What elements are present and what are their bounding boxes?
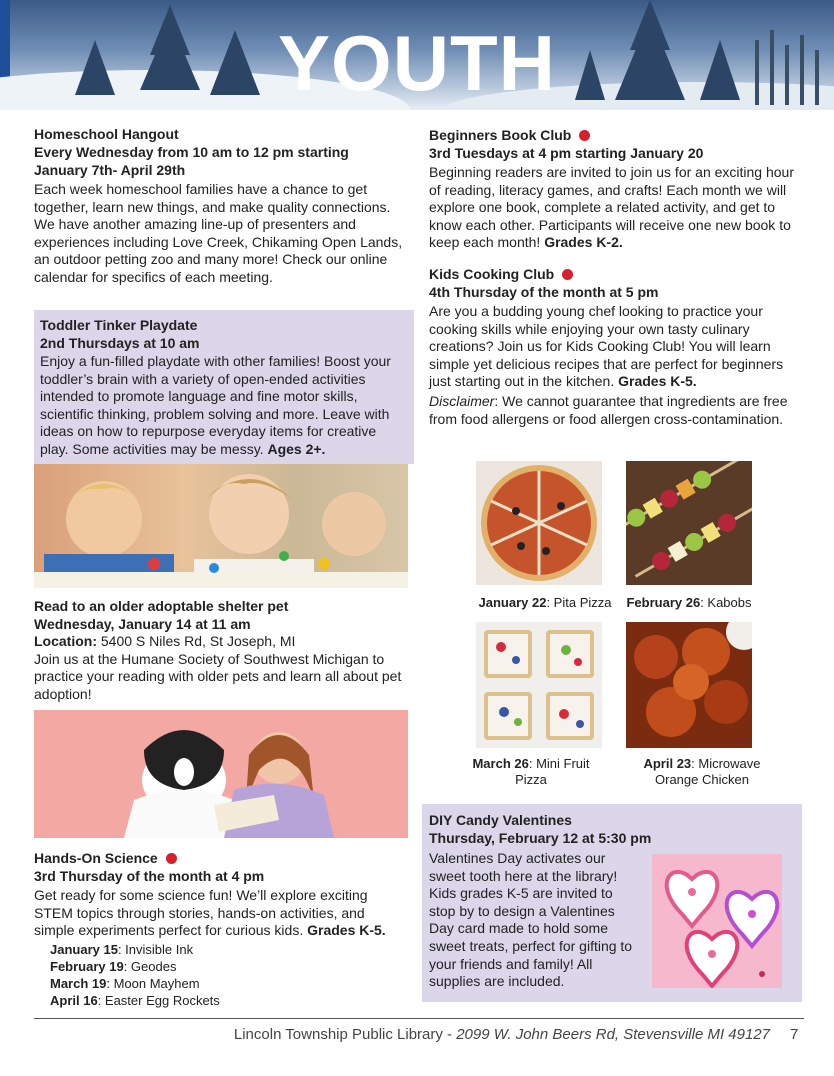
- red-dot-icon: [166, 853, 177, 864]
- schedule-topic: : Moon Mayhem: [106, 975, 200, 991]
- toddlers-playing-photo: [34, 464, 408, 588]
- cooking-caption-1: [470, 595, 620, 611]
- bookclub-section: [429, 126, 799, 252]
- cooking-body-text: Are you a budding young chef looking to practice your cooking skills while enjoying your own tasty culinary creations? Join us for Kids Cooking Club! You will learn simple yet delicious recipes that are perfect for beginners just starting out in the kitchen.: [429, 303, 784, 390]
- shelter-location: [34, 633, 409, 651]
- science-title-row: [34, 849, 409, 867]
- shelter-section: [34, 597, 409, 703]
- caption-dish: : Pita Pizza: [546, 595, 612, 610]
- list-item: [50, 958, 409, 975]
- list-item: [50, 941, 409, 958]
- bookclub-grades: Grades K-2.: [544, 234, 623, 251]
- toddler-ages: Ages 2+.: [267, 440, 326, 457]
- schedule-topic: : Geodes: [123, 958, 177, 974]
- mini-fruit-pizza-photo: [476, 622, 602, 748]
- cooking-caption-3: [466, 756, 596, 788]
- valentines-body: Valentines Day activates our sweet tooth here at the library! Kids grades K-5 are invited to stop by to design a Valentines Day card made to hold some sweet treats, perfect for gifting to your friends and family! All supplies are included.: [429, 850, 633, 990]
- caption-dish: : Mini Fruit Pizza: [515, 756, 590, 787]
- candy-valentines-photo: [652, 854, 782, 988]
- science-schedule: [50, 941, 409, 1009]
- homeschool-body: Each week homeschool families have a chance to get together, learn new things, and make quality connections. We have another amazing line-up of presenters and experiences including Love Creek, Chikaming Open Lands, an outdoor petting zoo and many more! Check our online calendar for specifics of each meeting.: [34, 181, 403, 285]
- science-section: [34, 849, 409, 1009]
- caption-date: February 26: [626, 595, 701, 610]
- cooking-title: Kids Cooking Club: [429, 266, 555, 282]
- schedule-date: February 19: [50, 958, 124, 974]
- valentines-when: Thursday, February 12 at 5:30 pm: [429, 830, 652, 846]
- red-dot-icon: [562, 269, 573, 280]
- homeschool-when: Every Wednesday from 10 am to 12 pm starting January 7th- April 29th: [34, 144, 349, 178]
- valentines-title: DIY Candy Valentines: [429, 812, 572, 828]
- cooking-title-row: [429, 265, 799, 283]
- kabobs-photo: [626, 461, 752, 585]
- cooking-disclaimer: [429, 393, 799, 428]
- schedule-date: January 15: [50, 941, 118, 957]
- page-number: 7: [790, 1026, 799, 1043]
- footer-library: Lincoln Township Public Library -: [233, 1026, 457, 1043]
- footer-divider: [34, 1018, 804, 1019]
- bookclub-title: Beginners Book Club: [429, 127, 572, 143]
- list-item: [50, 992, 409, 1009]
- list-item: [50, 975, 409, 992]
- science-grades: Grades K-5.: [307, 922, 386, 939]
- shelter-title: Read to an older adoptable shelter pet: [34, 598, 289, 614]
- science-when: 3rd Thursday of the month at 4 pm: [34, 868, 265, 884]
- schedule-date: March 19: [50, 975, 107, 991]
- girl-reading-to-dog-photo: [34, 710, 408, 838]
- location-value: 5400 S Niles Rd, St Joseph, MI: [97, 633, 296, 649]
- bookclub-body: [429, 164, 799, 252]
- shelter-when: Wednesday, January 14 at 11 am: [34, 616, 251, 632]
- page-title: YOUTH: [278, 19, 556, 107]
- caption-dish: : Microwave Orange Chicken: [655, 756, 761, 787]
- cooking-section: [429, 265, 799, 428]
- science-body: [34, 887, 409, 940]
- toddler-body-text: Enjoy a fun-filled playdate with other families! Boost your toddler’s brain with a variety of open-ended activities intended to promote language and fine motor skills, scientific thinking, problem solving and more. Leave with ideas on how to repurpose everyday items for creative play. Some activities may be messy.: [40, 353, 391, 457]
- header-banner: [0, 0, 834, 110]
- homeschool-title: Homeschool Hangout: [34, 126, 179, 142]
- science-body-text: Get ready for some science fun! We’ll explore exciting STEM topics through stories, hands-on activities, and simple experiments perfect for curious kids.: [34, 887, 368, 939]
- shelter-body: Join us at the Humane Society of Southwest Michigan to practice your reading with older pets and learn all about pet adoption!: [34, 650, 402, 702]
- orange-chicken-photo: [626, 622, 752, 748]
- cooking-when: 4th Thursday of the month at 5 pm: [429, 284, 659, 300]
- caption-date: April 23: [643, 756, 692, 771]
- science-title: Hands-On Science: [34, 850, 158, 866]
- bookclub-when: 3rd Tuesdays at 4 pm starting January 20: [429, 145, 704, 161]
- pita-pizza-photo: [476, 461, 602, 585]
- bookclub-title-row: [429, 126, 799, 144]
- cooking-grades: Grades K-5.: [618, 373, 697, 390]
- red-dot-icon: [579, 130, 590, 141]
- schedule-topic: : Easter Egg Rockets: [97, 992, 220, 1008]
- disclaimer-label: Disclaimer: [429, 392, 495, 409]
- schedule-topic: : Invisible Ink: [117, 941, 194, 957]
- cooking-body: [429, 303, 799, 391]
- toddler-box: [34, 310, 414, 464]
- caption-dish: : Kabobs: [700, 595, 752, 610]
- caption-date: January 22: [478, 595, 547, 610]
- homeschool-section: [34, 125, 404, 287]
- valentines-box: [422, 804, 802, 1002]
- bookclub-body-text: Beginning readers are invited to join us for an exciting hour of reading, literacy games, and crafts! Each month we will explore one book, complete a related activity, and get to know each other. Participants will receive one new book to keep each month!: [429, 164, 794, 251]
- cooking-caption-4: [622, 756, 782, 788]
- toddler-when: 2nd Thursdays at 10 am: [40, 335, 200, 351]
- footer-address: 2099 W. John Beers Rd, Stevensville MI 49127: [456, 1026, 770, 1043]
- schedule-date: April 16: [50, 992, 98, 1008]
- caption-date: March 26: [472, 756, 529, 771]
- location-label: Location:: [34, 633, 97, 649]
- disclaimer-text: : We cannot guarantee that ingredients are free from food allergens or food allergen cross-contamination.: [429, 392, 788, 427]
- footer-text: [34, 1026, 770, 1043]
- toddler-body: [40, 353, 408, 459]
- cooking-caption-2: [622, 595, 756, 611]
- toddler-title: Toddler Tinker Playdate: [40, 317, 198, 333]
